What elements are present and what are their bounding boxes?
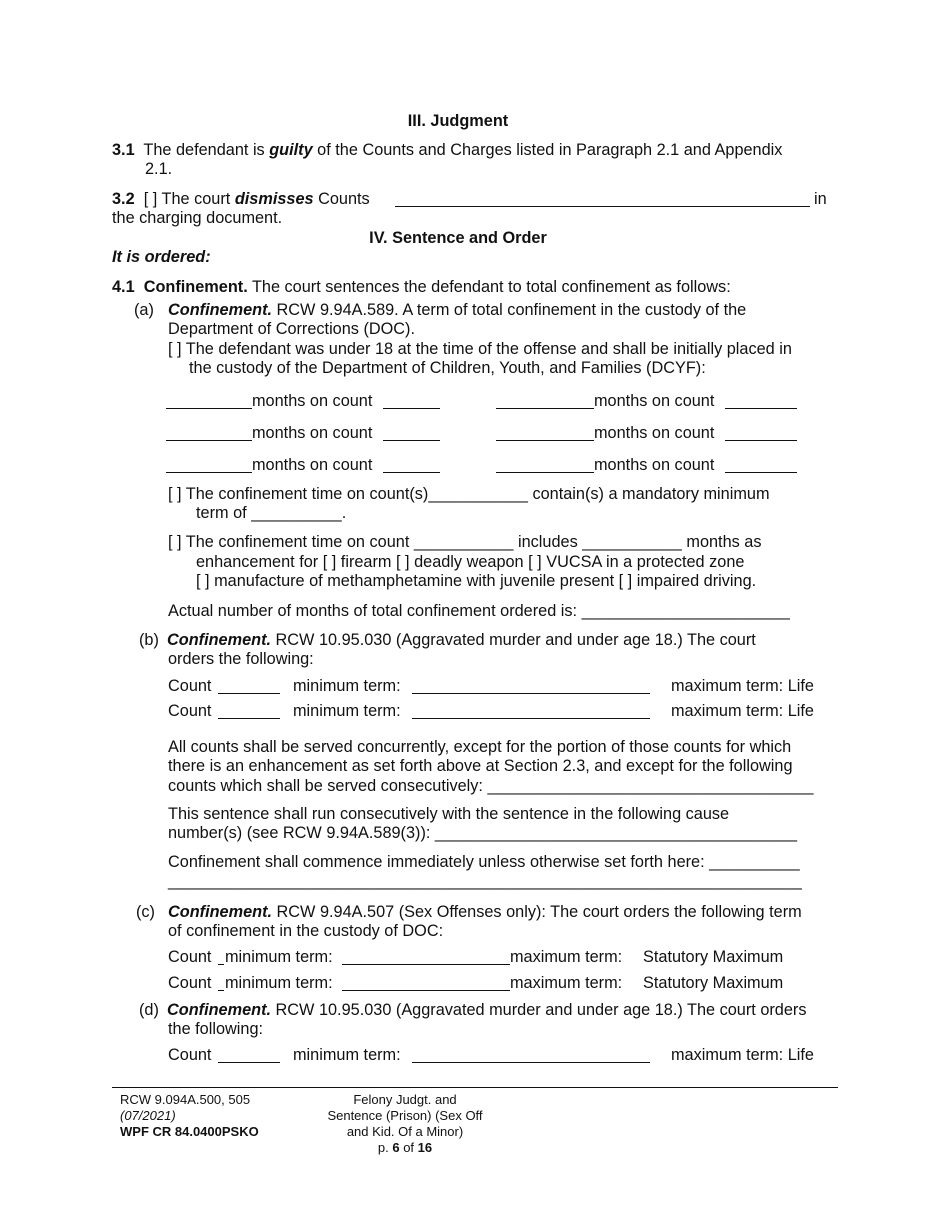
months-field[interactable] (166, 472, 252, 473)
minimum-term-field[interactable] (342, 964, 510, 965)
minimum-term-field[interactable] (412, 718, 650, 719)
count-field[interactable] (383, 408, 440, 409)
dismiss-checkbox[interactable]: [ ] (143, 190, 158, 208)
minimum-term-field[interactable] (412, 693, 650, 694)
months-field[interactable] (496, 408, 594, 409)
count-field[interactable] (218, 990, 224, 991)
count-field[interactable] (725, 472, 797, 473)
section-b-label: (b) (139, 631, 159, 649)
months-field[interactable] (496, 440, 594, 441)
cause-number-line[interactable]: number(s) (see RCW 9.94A.589(3)): ________________________________________ (168, 824, 798, 842)
judgment-heading: III. Judgment (407, 112, 509, 130)
paragraph-3-2: 3.2 [ ] The court dismisses Counts (112, 190, 370, 208)
footer-divider (112, 1087, 838, 1088)
actual-months-line[interactable]: Actual number of months of total confinement ordered is: _______________________ (168, 602, 790, 620)
commence-line-2[interactable]: ______________________________________________________________________ (168, 872, 802, 890)
dismissed-counts-field[interactable] (395, 206, 810, 207)
guilty-text: guilty (269, 141, 313, 159)
enhancement-line[interactable]: [ ] The confinement time on count ___________ includes ___________ months as (168, 533, 762, 551)
paragraph-3-1: 3.1 The defendant is guilty of the Counts and Charges listed in Paragraph 2.1 and Appendix (112, 141, 783, 159)
page-number: p. 6 of 16 (377, 1140, 433, 1155)
consecutive-counts-line[interactable]: counts which shall be served consecutively: ____________________________________ (168, 777, 814, 795)
section-a-label: (a) (134, 301, 154, 319)
it-is-ordered: It is ordered: (112, 248, 211, 266)
count-field[interactable] (218, 1062, 280, 1063)
count-field[interactable] (218, 693, 280, 694)
count-field[interactable] (218, 964, 224, 965)
enhancement-options[interactable]: enhancement for [ ] firearm [ ] deadly weapon [ ] VUCSA in a protected zone (196, 553, 745, 571)
footer-center: Felony Judgt. and Sentence (Prison) (Sex Off and Kid. Of a Minor) p. 6 of 16 (305, 1092, 505, 1156)
dcyf-checkbox-line[interactable]: [ ] The defendant was under 18 at the time of the offense and shall be initially placed in (168, 340, 792, 358)
months-field[interactable] (166, 408, 252, 409)
commence-line[interactable]: Confinement shall commence immediately unless otherwise set forth here: __________ (168, 853, 800, 871)
count-field[interactable] (383, 472, 440, 473)
count-field[interactable] (383, 440, 440, 441)
section-d-label: (d) (139, 1001, 159, 1019)
section-a-line1: Confinement. RCW 9.94A.589. A term of total confinement in the custody of the (168, 301, 747, 319)
months-field[interactable] (496, 472, 594, 473)
paragraph-3-1-cont: 2.1. (145, 160, 173, 178)
minimum-term-field[interactable] (412, 1062, 650, 1063)
months-field[interactable] (166, 440, 252, 441)
minimum-term-field[interactable] (342, 990, 510, 991)
enhancement-options-2[interactable]: [ ] manufacture of methamphetamine with juvenile present [ ] impaired driving. (196, 572, 757, 590)
paragraph-4-1: 4.1 Confinement. The court sentences the defendant to total confinement as follows: (112, 278, 731, 296)
count-field[interactable] (725, 440, 797, 441)
mandatory-minimum-line[interactable]: [ ] The confinement time on count(s)___________ contain(s) a mandatory minimum (168, 485, 770, 503)
paragraph-number: 3.1 (112, 141, 135, 159)
sentence-heading: IV. Sentence and Order (369, 229, 547, 247)
section-c-label: (c) (136, 903, 155, 921)
count-field[interactable] (218, 718, 280, 719)
footer-left: RCW 9.094A.500, 505 (07/2021) WPF CR 84.0400PSKO (120, 1092, 259, 1139)
count-field[interactable] (725, 408, 797, 409)
